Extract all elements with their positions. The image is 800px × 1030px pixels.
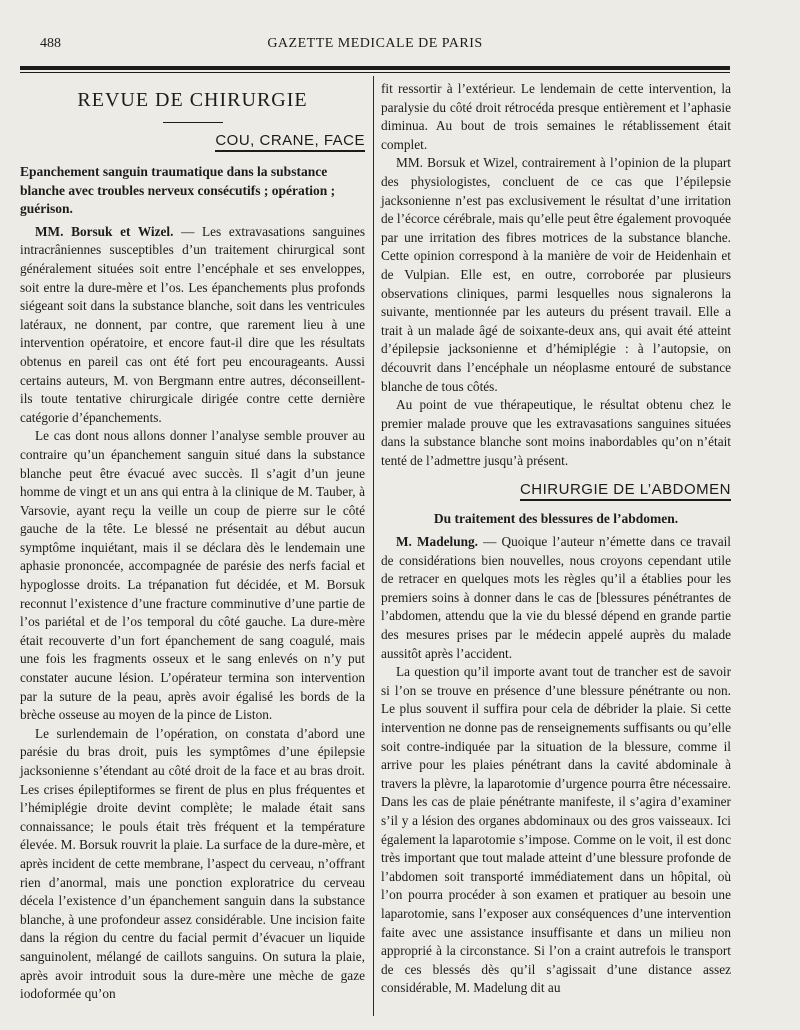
author-name: M. Madelung. — [396, 534, 478, 550]
right-column — [381, 80, 731, 998]
header-rule-thick — [20, 66, 730, 70]
article-title-blessures: Du traitement des blessures de l’abdomen. — [433, 511, 679, 527]
running-header — [20, 36, 730, 56]
paragraph: MM. Borsuk et Wizel, contrairement à l’opinion de la plupart des physiologistes, concluent de ce cas que l’épilepsie jacksonienne n’est pas exclusivement le résultat d’une irritation de l’écorce cérébrale, mais qu’elle peut être également provoquée par une irritation des fibres motrices de la substance blanche. Cette opinion correspond à la manière de voir de Heidenhain et de Vulpian. Elle est, en outre, corroborée par plusieurs observations cliniques, parmi lesquelles nous signalerons la suivante, mentionnée par les auteurs du présent travail. Elle a trait à un malade âgé de soixante-deux ans, qui avait été atteint d’épilepsie jacksonienne et d’hémiplégie : à l’autopsie, on découvrit dans l’encéphale un néoplasme entouré de substance blanche de tous côtés. — [381, 155, 731, 394]
paragraph: Le surlendemain de l’opération, on constata d’abord une parésie du bras droit, puis les symptômes d’une épilepsie jacksonienne s’étendant au côté droit de la face et au bras droit. Les crises épileptiformes se firent de plus en plus fréquentes et l’hémiplégie droite devint complète; le malade était sans connaissance; le pouls était très fréquent et la température élevée. M. Borsuk rouvrit la plaie. La surface de la dure-mère, et après incident de cette membrane, l’aspect du cerveau, n’offrant rien d’anormal, mais une ponction exploratrice du cerveau décela l’existence d’un épanchement sanguin dans la substance blanche, à une profondeur assez considérable. Une incision faite dans la région du centre du facial permit d’évacuer un liquide sanguinolent, mélangé de caillots sanguins. On sutura la plaie, après avoir introduit sous la dure-mère une mèche de gaze iodoformée qu’on — [20, 725, 365, 1002]
column-separator — [373, 76, 374, 1016]
paragraph-text: — Les extravasations sanguines intracrâniennes susceptibles d’un traitement chirurgical sont généralement situées soit entre l’encéphale et ses enveloppes, soit entre la dure-mère et l’os. Les épanchements plus profonds siégeant soit dans la substance blanche, soit dans les ventricules latéraux, ne donnent, par contre, que rarement lieu à une intervention opératoire, et encore faut-il dire que les résultats obtenus en pareil cas ont été fort peu encourageants. Aussi certains auteurs, M. von Bergmann entre autres, déconseillent-ils toute tentative chirurgicale dirigée contre cette dernière catégorie d’épanchements. — [20, 223, 366, 425]
rubric-title: REVUE DE CHIRURGIE — [77, 89, 308, 111]
article-title-epanchement: Epanchement sanguin traumatique dans la substance blanche avec troubles nerveux consécutifs ; opération ; guérison. — [20, 164, 336, 217]
section-heading-cou-crane-face — [20, 131, 365, 151]
left-column — [20, 80, 365, 1004]
paragraph: Le cas dont nous allons donner l’analyse semble prouver au contraire qu’un épanchement sanguin situé dans la substance blanche peut être évacué avec succès. Il s’agit d’un jeune homme de vingt et un ans qui entra à la clinique de M. Tauber, à Varsovie, ayant reçu la veille un coup de pierre sur le côté gauche de la tête. Le blessé ne présentait au début aucun symptôme inquiétant, mais il se déclara dès le lendemain une aphasie prononcée, accompagnée de parésie des nerfs facial et hypoglosse droits. La trépanation fut décidée, et M. Borsuk reconnut l’existence d’une fracture comminutive d’une partie de l’os pariétal et de l’os temporal du côté gauche. La dure-mère était recouverte d’un fort épanchement de sang coagulé, mais une fois les fragments osseux et le sang enlevés on n’y put constater aucune lésion. L’opérateur termina son intervention par la suture de la peau, après avoir égalisé les bords de la brèche osseuse au moyen de la pince de Liston. — [20, 428, 365, 723]
rubric-rule — [163, 122, 223, 123]
paragraph — [381, 533, 731, 663]
paragraph: Au point de vue thérapeutique, le résultat obtenu chez le premier malade prouve que les extravasations sanguines situées dans la substance blanche sont moins inabordables qu’on n’était tenté de l’admettre jusqu’à présent. — [381, 397, 731, 468]
author-name: MM. Borsuk et Wizel. — [35, 223, 174, 239]
paragraph-text: — Quoique l’auteur n’émette dans ce travail de considérations bien nouvelles, nous croyons cependant utile de retracer en quelques mots les règles qu’il a établies pour les premiers soins à donner dans le cas de [blessures pénétrantes de l’abdomen, attendu que la vie du blessé dépend en grande partie des mesures prises par le médecin appelé auprès du malade aussitôt après l’accident. — [381, 534, 731, 661]
section-heading-text: CHIRURGIE DE L’ABDOMEN — [520, 481, 731, 501]
page-number: 488 — [40, 36, 61, 51]
header-rule-thin — [20, 72, 730, 73]
paragraph — [20, 223, 365, 428]
journal-title: GAZETTE MEDICALE DE PARIS — [267, 36, 483, 51]
section-heading-text: COU, CRANE, FACE — [215, 132, 365, 152]
paragraph: La question qu’il importe avant tout de trancher est de savoir si l’on se trouve en présence d’une blessure pénétrante ou non. Le plus souvent il suffira pour cela de débrider la plaie. Si cette intervention ne donne pas de renseignements suffisants ou qu’elle soit contre-indiquée par la situation de la blessure, comme il arrive pour les plaies pénétrant dans la cavité abdominale à travers la plèvre, la laparotomie d’urgence pourra être nécessaire. Dans les cas de plaie pénétrante manifeste, il s’agira d’examiner s’il y a lésion des organes abdominaux ou des gros vaisseaux. Ici également la laparotomie s’impose. Comme on le voit, il est donc très important que tout malade atteint d’une blessure profonde de l’abdomen soit transporté immédiatement dans un hôpital, où l’on pourra procéder à son examen et pratiquer au besoin une laparotomie, sans l’exposer aux conséquences d’une intervention faite avec une assistance insuffisante et dans un milieu non approprié à la circonstance. Si l’on a craint autrefois le transport de ces blessés dès qu’il s’agissait d’une distance assez considérable, M. Madelung dit au — [381, 664, 731, 996]
paragraph: fit ressortir à l’extérieur. Le lendemain de cette intervention, la paralysie du côté droit rétrocéda presque entièrement et l’aphasie diminua. Au bout de trois semaines le rétablissement était complet. — [381, 81, 731, 152]
section-heading-abdomen — [381, 480, 731, 500]
